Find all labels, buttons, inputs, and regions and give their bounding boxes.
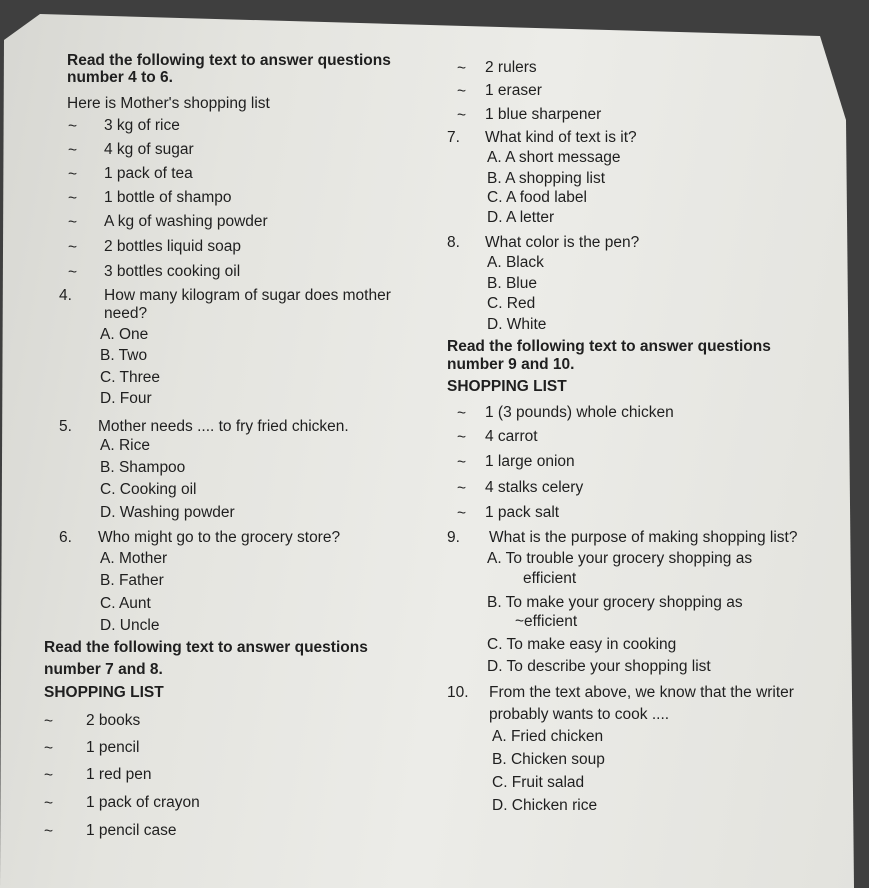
list-item: 2 books [86, 712, 141, 729]
list-item: 1 (3 pounds) whole chicken [485, 404, 674, 421]
answer-option: C. A food label [487, 189, 587, 206]
intro-line: Read the following text to answer questions [44, 639, 368, 656]
list-bullet: ~ [457, 83, 467, 100]
question-text: Mother needs .... to fry fried chicken. [98, 418, 349, 435]
question-number: 6. [59, 529, 72, 546]
list-heading: Here is Mother's shopping list [67, 95, 270, 112]
question-text: How many kilogram of sugar does mother [104, 287, 391, 304]
question-text: What color is the pen? [485, 234, 640, 251]
question-text: probably wants to cook .... [489, 706, 670, 723]
question-number: 5. [59, 418, 72, 435]
answer-option: B. Shampoo [100, 459, 186, 476]
question-text: From the text above, we know that the writer [489, 684, 794, 701]
list-item: 4 stalks celery [485, 479, 584, 496]
question-text: What kind of text is it? [485, 129, 637, 146]
list-item: 1 large onion [485, 453, 575, 470]
answer-option: A. Rice [100, 437, 150, 454]
intro-line: number 4 to 6. [67, 69, 173, 86]
answer-option: D. Uncle [100, 617, 160, 634]
question-text: Who might go to the grocery store? [98, 529, 341, 546]
intro-line: Read the following text to answer questions [67, 52, 391, 69]
list-item: A kg of washing powder [104, 213, 268, 230]
intro-line: number 9 and 10. [447, 356, 575, 373]
answer-option: A. To trouble your grocery shopping as [487, 550, 753, 567]
answer-option: B. To make your grocery shopping as [487, 594, 743, 611]
list-item: 1 bottle of shampo [104, 189, 232, 206]
question-number: 9. [447, 529, 460, 546]
answer-option: D. A letter [487, 209, 555, 226]
list-bullet: ~ [457, 60, 467, 77]
list-bullet: ~ [44, 795, 54, 812]
intro-line: Read the following text to answer questions [447, 338, 771, 355]
intro-line: number 7 and 8. [44, 661, 163, 678]
answer-option: D. White [487, 316, 547, 333]
list-bullet: ~ [457, 505, 467, 522]
answer-option: C. Aunt [100, 595, 151, 612]
list-item: 3 kg of rice [104, 117, 180, 134]
question-number: 10. [447, 684, 469, 701]
answer-option: A. Fried chicken [492, 728, 604, 745]
question-number: 4. [59, 287, 72, 304]
list-item: 2 bottles liquid soap [104, 238, 242, 255]
answer-option: A. A short message [487, 149, 621, 166]
answer-option-continued: efficient [523, 570, 577, 587]
answer-option: A. One [100, 326, 149, 343]
list-item: 1 pack of tea [104, 165, 193, 182]
list-item: 4 carrot [485, 428, 538, 445]
answer-option: B. Two [100, 347, 148, 364]
answer-option: D. To describe your shopping list [487, 658, 711, 675]
list-bullet: ~ [44, 823, 54, 840]
list-bullet: ~ [44, 740, 54, 757]
question-number: 7. [447, 129, 460, 146]
list-bullet: ~ [44, 713, 54, 730]
answer-option: C. Cooking oil [100, 481, 197, 498]
answer-option: D. Chicken rice [492, 797, 598, 814]
question-text: need? [104, 305, 148, 322]
answer-option: B. Chicken soup [492, 751, 605, 768]
list-bullet: ~ [68, 214, 78, 231]
question-text: What is the purpose of making shopping list? [489, 529, 798, 546]
list-title: SHOPPING LIST [447, 378, 567, 395]
list-bullet: ~ [457, 107, 467, 124]
answer-option: C. Three [100, 369, 161, 386]
answer-option: C. To make easy in cooking [487, 636, 677, 653]
list-bullet: ~ [457, 454, 467, 471]
list-item: 2 rulers [485, 59, 537, 76]
list-item: 1 pack of crayon [86, 794, 200, 811]
list-item: 1 pack salt [485, 504, 560, 521]
answer-option: C. Fruit salad [492, 774, 585, 791]
answer-option: B. Father [100, 572, 164, 589]
list-item: 1 pencil case [86, 822, 177, 839]
list-bullet: ~ [68, 264, 78, 281]
list-bullet: ~ [68, 118, 78, 135]
question-number: 8. [447, 234, 460, 251]
list-bullet: ~ [68, 166, 78, 183]
list-item: 1 pencil [86, 739, 140, 756]
list-item: 3 bottles cooking oil [104, 263, 241, 280]
answer-option: D. Four [100, 390, 152, 407]
list-title: SHOPPING LIST [44, 684, 164, 701]
answer-option: C. Red [487, 295, 536, 312]
list-item: 1 eraser [485, 82, 542, 99]
list-bullet: ~ [68, 142, 78, 159]
answer-option: A. Mother [100, 550, 168, 567]
list-bullet: ~ [457, 480, 467, 497]
list-item: 1 red pen [86, 766, 152, 783]
answer-option: B. Blue [487, 275, 537, 292]
list-item: 1 blue sharpener [485, 106, 602, 123]
list-bullet: ~ [44, 767, 54, 784]
answer-option-continued: ~efficient [515, 613, 578, 630]
list-item: 4 kg of sugar [104, 141, 194, 158]
list-bullet: ~ [457, 429, 467, 446]
answer-option: A. Black [487, 254, 544, 271]
answer-option: D. Washing powder [100, 504, 235, 521]
answer-option: B. A shopping list [487, 170, 606, 187]
list-bullet: ~ [457, 405, 467, 422]
list-bullet: ~ [68, 190, 78, 207]
list-bullet: ~ [68, 239, 78, 256]
